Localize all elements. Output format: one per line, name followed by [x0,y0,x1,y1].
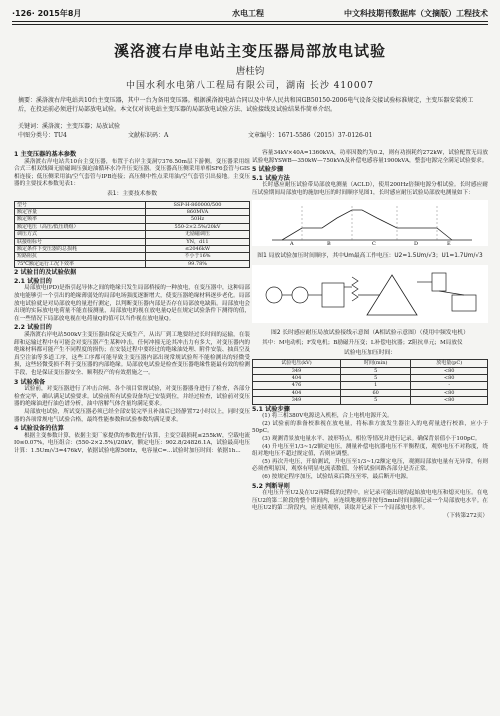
param-value: 550-2×2.5%/20kV [146,223,250,230]
section-2-2-heading: 2.2 试验目的 [14,324,52,332]
section-5-2-heading: 5.1 试验步骤 [252,405,290,413]
procedure-steps [252,413,488,481]
table-row [15,223,250,230]
figure-2-caption: 图2 长时感应耐压局放试验接线示意图（A相试验示意图）（使用中频发电机） [271,330,469,337]
figure-1-caption: 图1 局放试验加压时间顺序，其中Um最高工作电压：U2=1.5Um/√3；U1=1.7Um/√3 [257,253,483,260]
motor-symbol [266,287,282,303]
section-4-text: 根据主变参数计算，依据主变厂家提供的参数进行估算，主变空载损耗≤255kW，空载电流I0≤0.07%，电压组合：(550-2×2.5%)/20kV，额定电压：902.8/24826.1A，试验最高电压计算：1.5Um/√3=476kV，依据试验电源50Hz，电容量C=...试验时加压时间：依据1h... [14,432,250,454]
table-cell: <80 [411,389,488,396]
table-row [15,253,250,260]
voltage-time-table [252,359,488,404]
parameter-table [14,201,250,269]
article-number: 文章编号：1671-5586（2015）37-0126-01 [248,132,373,139]
table-cell: 5 [340,397,410,404]
param-name: 额定容量 [15,208,146,215]
procedure-step: (5) 再次升电压，开始测试，升电压至1/3~1/2额定电压，观测局部放电量有无异常，有则必须查明原因，观察有明显电流表数值，分析试验回路各部分是否正常。 [252,458,488,473]
table-cell: 5 [340,367,410,374]
section-5-1-text: 长时感应耐压试验带局部放电测量（ACLD），使用200Hz倍频电源分相试验。长时感应耐压试验期间局部放电的施加电压的时间顺序见图1，长时感应耐压试验局部放电测量如下： [252,182,488,196]
journal-name: 水电工程 [232,9,264,18]
compensation-reactor [352,277,358,301]
header-rule-thin [12,24,488,25]
section-1-text: 溪洛渡右岸电站共10台主变压器，布置于右岸主变洞▽376.50m层下游侧。变压器采用组合式三相双线圈无励磁调压强迫油循环水冷升压变压器。变压器高压侧采用单相SF6套管与GIS相连接；低压侧采用油/空气套管与IPB连接；高压侧中性点采用油/空气套管引出接地。主变压器的主要技术参数见表1： [14,158,250,188]
param-name: 短路阻抗 [15,253,146,260]
left-column [14,150,250,455]
table-cell: <80 [411,397,488,404]
section-3-text-b: 局部放电试验，所试变压器必须已经全部安装完毕且补油后已经静置72小时以上，同时变压器的各项常规电气试验合格，最终性能参数和试验参数均满足要求。 [14,408,250,423]
table-row [15,246,250,253]
excitation-transformer [322,283,344,307]
section-2-1-text: 局部放电(PD)是指引起导体之间的绝缘只发生局部桥接的一种放电，在变压器中，这种局部放电能够引一个引出的绝缘薄弱处的局部电场强度逐渐增大，使变压器绝缘材料逐步老化。局部放电试验就是对局部放电的量进行测定，以判断变压器内部是否存在局部放电缺陷。局部放电会出现的实际放电电荷量不能直接测量，局部放电的视在放电量Q是在规定试验条件下测得的值，在一些情况下局部放电视在电荷量Q的值可以当作视在放电量Q。 [14,285,250,322]
table-row [15,216,250,223]
procedure-step: (2) 试验前的准备校准视在放电量，将标准方波发生器注入的电荷量进行校准，应小于50pC。 [252,420,488,435]
section-5-3-text: 在电压升至U2及在U2再降低的过程中，应记录可能出现的起始放电电压和熄灭电压。在电压U2的第二阶段的整个期间内，应连续地观察并按每5min时间间隔记录一个局部放电水平。在电压U2的第二阶段内，应连续观察，读取并记录下一个局部放电水平。 [252,490,488,512]
section-3-text-a: 试验前，对变压器进行了冲击合闸、各个项目常规试验，对变压器器身进行了检查，各部分检查完毕，确认满足试验要求。试验前所有试验设备均已安装到位，并经过检查，试验前对变压器的绝缘油进行油色谱分析，油中溶解气体含量均满足要求。 [14,386,250,408]
table2-head-time: 时间(min) [340,360,410,367]
section-2-1-heading: 2.1 试验目的 [14,277,52,285]
table-cell: <80 [411,367,488,374]
fig1-label-d: D [414,240,419,246]
section-5-heading: 5 试验步骤 [252,166,284,174]
section-2-2-text: 溪洛渡右岸电站500kV主变压器由保定天威生产，从出厂到工地要经过长时间的运输，在装卸和运输过程中有可能会对变压器产生某种冲击，任何冲撞无论其冲击力有多大，对变压器内的绝缘材料都可能产生不同程度的损伤；在安装过程中要经过的绝缘油处理、附件安装、抽真空及真空注油等多道工序，这些工序都可能导致主变压器内部出现常规试验所不能检测出的轻微受损，这些轻微受损不利于变压器的内部绝缘。局部放电试验是检查变压器绝缘性能最有效的检测手段，也是保证变压器安全、顺利投产的有效措施之一。 [14,331,250,376]
abstract: 摘要：溪洛渡右岸电站共10台主变压器，其中一台为备用变压器。根据溪洛渡电站合同以及中华人民共和国GB50150-2006电气设备交接试验标准规定，主变压器安装竣工后，在投运前必须进行局部放电试验。本文仅对该电站主变压器的局部放电试验方法、试验接线及试验结果作简单介绍。 [18,97,474,113]
param-value: 860MVA [146,208,250,215]
param-name: 调压方式 [15,231,146,238]
section-3-heading: 3 试验准备 [14,378,46,386]
table-cell: 60 [340,389,410,396]
doc-code: 文献标识码：A [128,132,169,139]
table-row [15,201,250,208]
page-header [12,6,488,20]
param-name: 额定电压（高压/低压绕组） [15,223,146,230]
procedure-step: (6) 按规定程序加压，试验结束后降压至零，最后断开电源。 [262,473,412,480]
table-row [253,397,488,404]
section-2-heading: 2 试验目的及试验依据 [14,269,77,277]
fig1-label-e: E [447,240,451,246]
author: 唐桂钧 [235,66,265,77]
fig1-label-a: A [290,240,294,246]
procedure-step: (4) 升电压至1/3~1/2额定电压，测量补偿电抗器电压不平衡程度，观察电压不对称度，绕组对地电压不超过规定值，否则应调整。 [252,443,488,458]
param-name: 型号 [15,201,146,208]
classification-line [18,131,484,140]
table-row [253,382,488,389]
right-intro-text: 容量34kV×40A=1360kVA，功率因数约为0.2，则有功损耗约272kW，试验配置无局放试验电源YSWB—350kW—750kVA及补偿电感容量1900kVA，整套电源完全满足试验要求。 [252,150,488,164]
section-5-1-heading: 5.1 试验方法 [252,174,290,182]
right-column [252,150,488,520]
table-row [15,238,250,245]
table-row [253,374,488,381]
table-2-caption: 试验电压加压时间： [343,349,397,356]
table-row [15,208,250,215]
table-cell: 5 [340,374,410,381]
procedure-step: (3) 观测背景放电量水平、波形特点，相位等情况并进行记录。确保背景值小于100pC。 [262,435,481,442]
generator-symbol [292,287,308,303]
wire-5 [439,291,464,295]
table-row [15,231,250,238]
header-rule [12,21,488,22]
figure-2-wiring-diagram [252,265,488,323]
table2-head-voltage: 试验电压(kV) [253,360,341,367]
param-value: YN，d11 [146,238,250,245]
table-cell: 404 [253,389,341,396]
table-row [15,260,250,267]
table-cell: 476 [253,382,341,389]
section-5-3-heading: 5.2 判断导则 [252,482,290,490]
database-name: 中文科技期刊数据库（文摘版）工程技术 [344,9,488,18]
affiliation: 中国水利水电第八工程局有限公司，湖南 长沙 410007 [125,81,375,91]
param-value: 99.78% [146,260,250,267]
pd-detector [452,295,476,311]
table-cell: 404 [253,374,341,381]
article-title: 溪洛渡右岸电站主变压器局部放电试验 [113,42,386,60]
param-value: 无励磁调压 [146,231,250,238]
impedance-unit [432,273,446,291]
table-cell: 349 [253,397,341,404]
table-1-caption: 表1：主要技术参数 [106,190,158,197]
param-name: 联接组标号 [15,238,146,245]
table-row [253,389,488,396]
fig1-label-b: B [327,240,331,246]
classification: 中图分类号：TU4 [18,132,67,139]
fig1-label-c: C [372,240,376,246]
param-name: 额定频率 [15,216,146,223]
table-cell: 1 [340,382,410,389]
table-cell: - [411,382,488,389]
table-cell: 349 [253,367,341,374]
keywords: 关键词：溪洛渡；主变压器；局放试验 [18,123,121,130]
figure-2-note: 其中：M电动机；F发电机；B励磁升压变；L补偿电抗器；Z阻抗单元；M局放仪 [262,339,463,346]
param-value: SSP-H-860000/500 [146,201,250,208]
table2-head-discharge: 放电量(pC) [411,360,488,367]
page-number: ·126· 2015年8月 [12,9,82,18]
param-value: ≤2046kW [146,246,250,253]
continued-note: （下转第272页） [443,512,488,519]
section-1-heading: 1 主变压器的基本参数 [14,151,77,158]
table-row [253,367,488,374]
param-value: 50Hz [146,216,250,223]
section-4-heading: 4 试验设备的估算 [14,425,64,433]
table-cell: <80 [411,374,488,381]
param-name: 75℃额定运行工况下效率 [15,260,146,267]
param-value: 不小于16% [146,253,250,260]
figure-1-voltage-sequence [252,200,488,246]
procedure-step: (1) 将三相380V电源送入机柜，合上电机电源开关。 [262,413,393,420]
fig1-voltage-curve [282,210,452,240]
param-name: 额定条件下变压器的总损耗 [15,246,146,253]
